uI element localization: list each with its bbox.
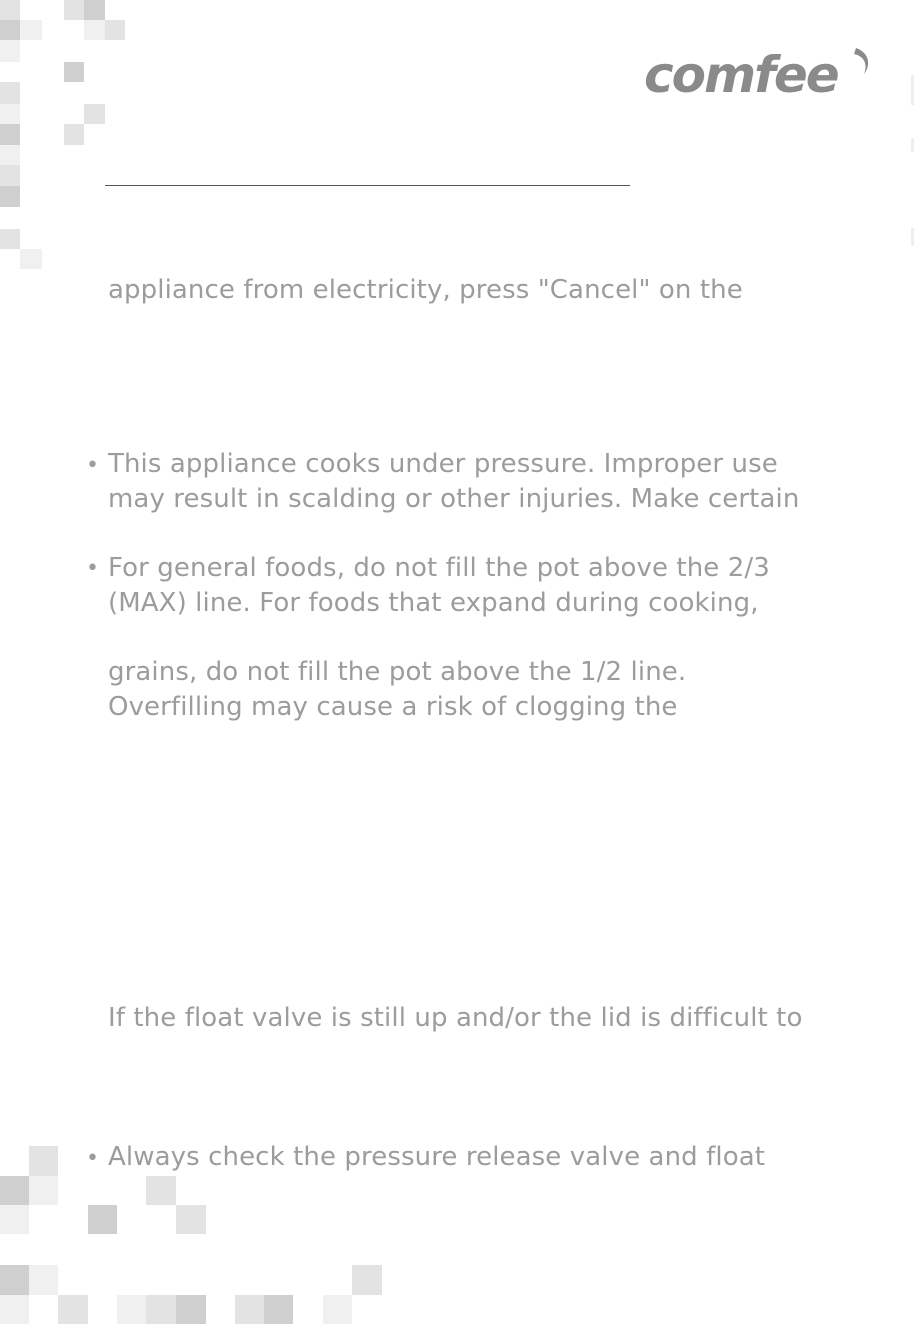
pixel-square bbox=[64, 0, 84, 20]
pixel-square bbox=[58, 1295, 88, 1324]
text-line: This appliance cooks under pressure. Improper use bbox=[108, 449, 778, 479]
section-divider bbox=[105, 185, 630, 186]
pixel-square bbox=[84, 20, 105, 40]
text-line: appliance from electricity, press "Cancel" on the bbox=[108, 275, 743, 305]
pixel-square bbox=[84, 104, 105, 124]
pixel-square bbox=[0, 1205, 29, 1234]
pixel-square bbox=[0, 82, 20, 104]
text-line: If the float valve is still up and/or the lid is difficult to bbox=[108, 1003, 803, 1033]
bullet-icon: • bbox=[86, 1146, 99, 1171]
pixel-square bbox=[0, 1176, 29, 1205]
pixel-square bbox=[235, 1295, 264, 1324]
pixel-square bbox=[117, 1295, 146, 1324]
text-line: (MAX) line. For foods that expand during cooking, bbox=[108, 588, 759, 618]
pixel-square bbox=[20, 20, 42, 40]
text-line: Overfilling may cause a risk of clogging the bbox=[108, 692, 678, 722]
pixel-square bbox=[176, 1295, 206, 1324]
pixel-square bbox=[0, 124, 20, 145]
text-line: Always check the pressure release valve and float bbox=[108, 1142, 766, 1172]
pixel-square bbox=[84, 0, 105, 20]
pixel-square bbox=[29, 1146, 58, 1176]
pixel-square bbox=[88, 1205, 117, 1234]
pixel-square bbox=[64, 124, 84, 145]
pixel-square bbox=[0, 1265, 29, 1295]
pixel-square bbox=[0, 0, 20, 20]
text-line: may result in scalding or other injuries. Make certain bbox=[108, 484, 800, 514]
pixel-square bbox=[0, 40, 20, 62]
pixel-square bbox=[176, 1205, 206, 1234]
pixel-square bbox=[20, 249, 42, 269]
pixel-square bbox=[0, 1295, 29, 1324]
bullet-icon: • bbox=[86, 453, 99, 478]
bullet-icon: • bbox=[86, 556, 99, 581]
pixel-square bbox=[0, 165, 20, 186]
text-line: For general foods, do not fill the pot above the 2/3 bbox=[108, 553, 770, 583]
pixel-square bbox=[29, 1176, 58, 1205]
pixel-square bbox=[0, 104, 20, 124]
pixel-square bbox=[352, 1265, 382, 1295]
logo-swoosh-icon bbox=[854, 48, 868, 74]
pixel-square bbox=[29, 1265, 58, 1295]
pixel-square bbox=[0, 186, 20, 207]
pixel-square bbox=[0, 20, 20, 40]
pixel-square bbox=[264, 1295, 293, 1324]
logo-wordmark: comfee bbox=[644, 46, 838, 102]
pixel-square bbox=[0, 145, 20, 165]
pixel-square bbox=[64, 62, 84, 82]
pixel-square bbox=[105, 20, 125, 40]
comfee-logo bbox=[642, 40, 874, 102]
pixel-square bbox=[323, 1295, 352, 1324]
pixel-square bbox=[146, 1176, 176, 1205]
pixel-square bbox=[0, 229, 20, 249]
pixel-square bbox=[146, 1295, 176, 1324]
text-line: grains, do not fill the pot above the 1/2 line. bbox=[108, 657, 687, 687]
